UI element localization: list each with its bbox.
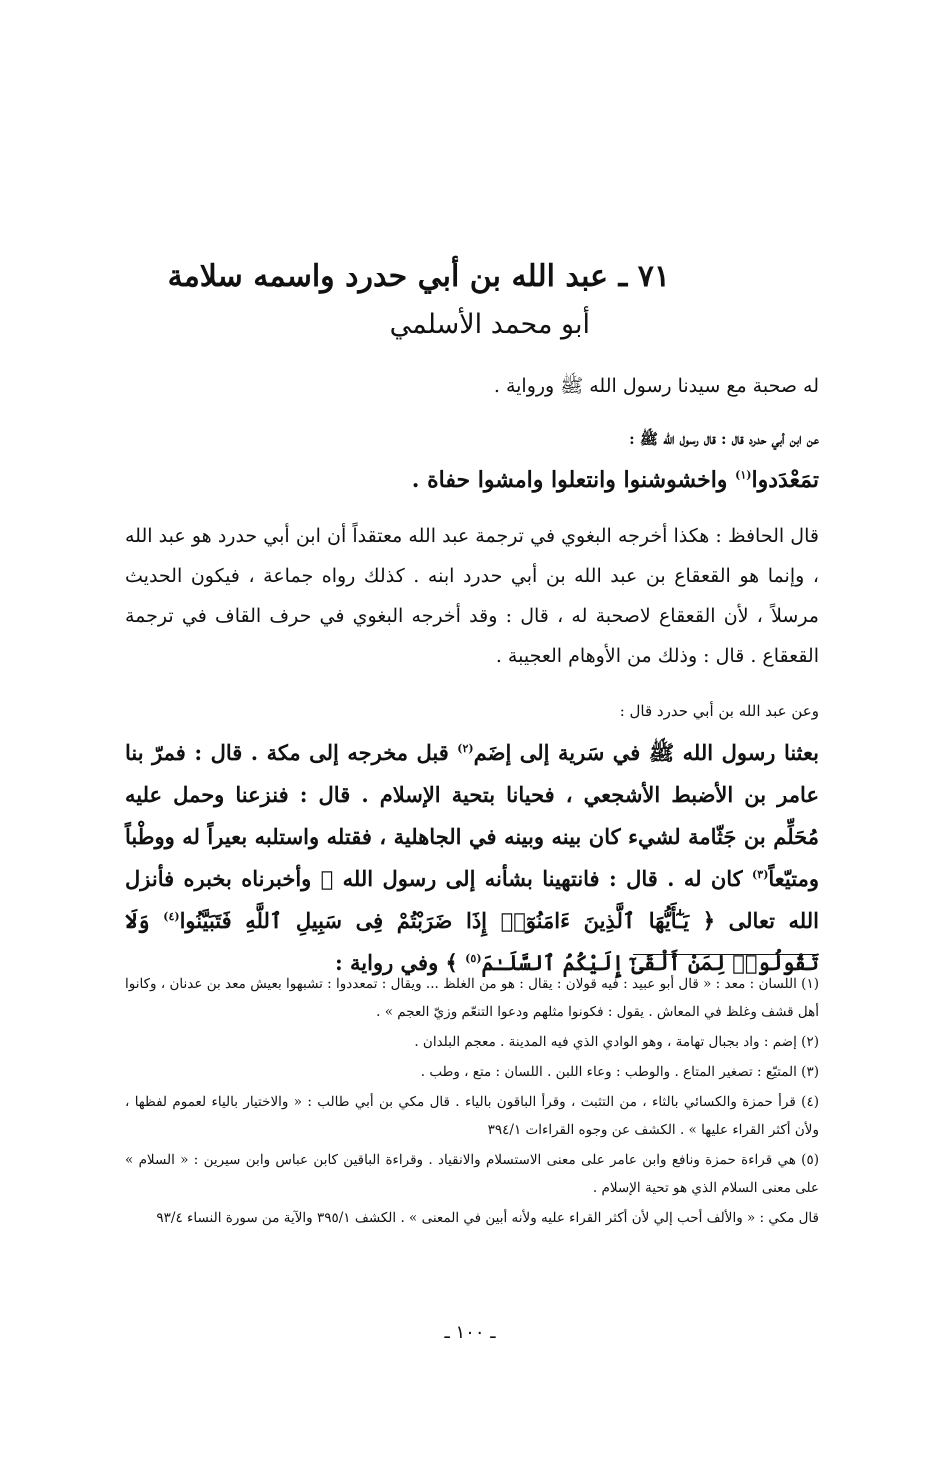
footnote-divider	[633, 954, 819, 955]
isnad-line-2: وعن عبد الله بن أبي حدرد قال :	[619, 702, 819, 720]
entry-title: ٧١ ـ عبد الله بن أبي حدرد واسمه سلامة	[167, 259, 670, 294]
footnote-5: (٥) هي قراءة حمزة ونافع وابن عامر على معنى الاستسلام والانقياد . وقراءة الباقين كابن عباس وابن سيرين : « السلام » على معنى السلام الذي هو تحية الإسلام .	[125, 1152, 819, 1196]
isnad-line-1: عن ابن أبي حدرد قال : قال رسول الله ﷺ :	[629, 430, 819, 448]
footnote-2: (٢) إضم : واد بجبال تهامة ، وهو الوادي الذي فيه المدينة . معجم البلدان .	[414, 1034, 819, 1050]
main-hadith-part-2: قبل مخرجه إلى مكة . قال : فمرّ بنا عامر بن الأضبط الأشجعي ، فحيانا بتحية الإسلام . قال : فنزعنا وحمل عليه مُحَلِّم بن جَثّامة لشيء كان بينه وبينه في الجاهلية ، فقتله واستلبه بعيراً له ووطْباً ومتيّعاً	[125, 740, 819, 891]
main-hadith-part-3: كان له . قال : فانتهينا بشأنه إلى رسول الله ﷺ وأخبرناه بخبره فأنزل الله تعالى ﴿ يَـٰٓأَيُّهَا ٱلَّذِينَ ءَامَنُوٓا۟ إِذَا ضَرَبْتُمْ فِى سَبِيلِ ٱللَّهِ فَتَبَيَّنُوا	[125, 866, 819, 933]
footnotes	[125, 970, 819, 1234]
footnote-ref-4: (٤)	[163, 910, 180, 923]
main-hadith-part-4: وَلَا تَقُولُوا۟ لِمَنْ أَلْقَىٰٓ إِلَيْكُمُ ٱلسَّلَـٰمَ	[125, 908, 819, 975]
hafiz-paragraph: قال الحافظ : هكذا أخرجه البغوي في ترجمة عبد الله معتقداً أن ابن أبي حدرد هو عبد الله ، وإنما هو القعقاع بن عبد الله بن أبي حدرد ابنه . كذلك رواه جماعة ، فيكون الحديث مرسلاً ، لأن القعقاع لاصحبة له ، قال : وقد أخرجه البغوي في حرف القاف في ترجمة القعقاع . قال : وذلك من الأوهام العجيبة .	[125, 525, 819, 667]
footnote-ref-2: (٢)	[457, 742, 474, 755]
hadith-word: تمَعْدَدوا	[751, 467, 819, 493]
footnote-4: (٤) قرأ حمزة والكسائي بالثاء ، من التثبت ، وقرأ الباقون بالياء . قال مكي بن أبي طالب : « والاختيار بالياء لعموم لفظها ، ولأن أكثر القراء عليها » . الكشف عن وجوه القراءات ٣٩٤/١	[125, 1094, 819, 1138]
main-hadith-part-1: بعثنا رسول الله ﷺ في سَرية إلى إضَم	[473, 740, 819, 765]
entry-subtitle: أبو محمد الأسلمي	[389, 309, 590, 340]
footnote-ref-1: (١)	[735, 468, 752, 482]
hadith-rest: واخشوشنوا وانتعلوا وامشوا حفاة .	[411, 467, 736, 493]
footnote-3: (٣) المتيّع : تصغير المتاع . والوطب : وعاء اللبن . اللسان : متع ، وطب .	[420, 1064, 819, 1080]
main-hadith-paragraph	[125, 732, 819, 984]
hadith-line-1	[412, 462, 819, 498]
footnote-5-continued: قال مكي : « والألف أحب إلي لأن أكثر القراء عليه ولأنه أبين في المعنى » . الكشف ٣٩٥/١ والآية من سورة النساء ٩٣/٤	[156, 1210, 819, 1226]
page-number: ـ ١٠٠ ـ	[444, 1322, 496, 1343]
main-hadith-part-5: ﴾ وفي رواية :	[334, 950, 466, 975]
footnote-1: (١) اللسان : معد : « قال أبو عبيد : فيه قولان : يقال : هو من الغلظ ... ويقال : تمعددوا : تشبهوا بعيش معد بن عدنان ، وكانوا أهل قشف وغلظ في المعاش . يقول : فكونوا مثلهم ودعوا التنعّم وزيّ العجم » .	[125, 976, 819, 1020]
intro-line: له صحبة مع سيدنا رسول الله ﷺ ورواية .	[493, 375, 819, 397]
footnote-ref-3: (٣)	[752, 868, 769, 881]
footnote-ref-5: (٥)	[465, 952, 482, 965]
